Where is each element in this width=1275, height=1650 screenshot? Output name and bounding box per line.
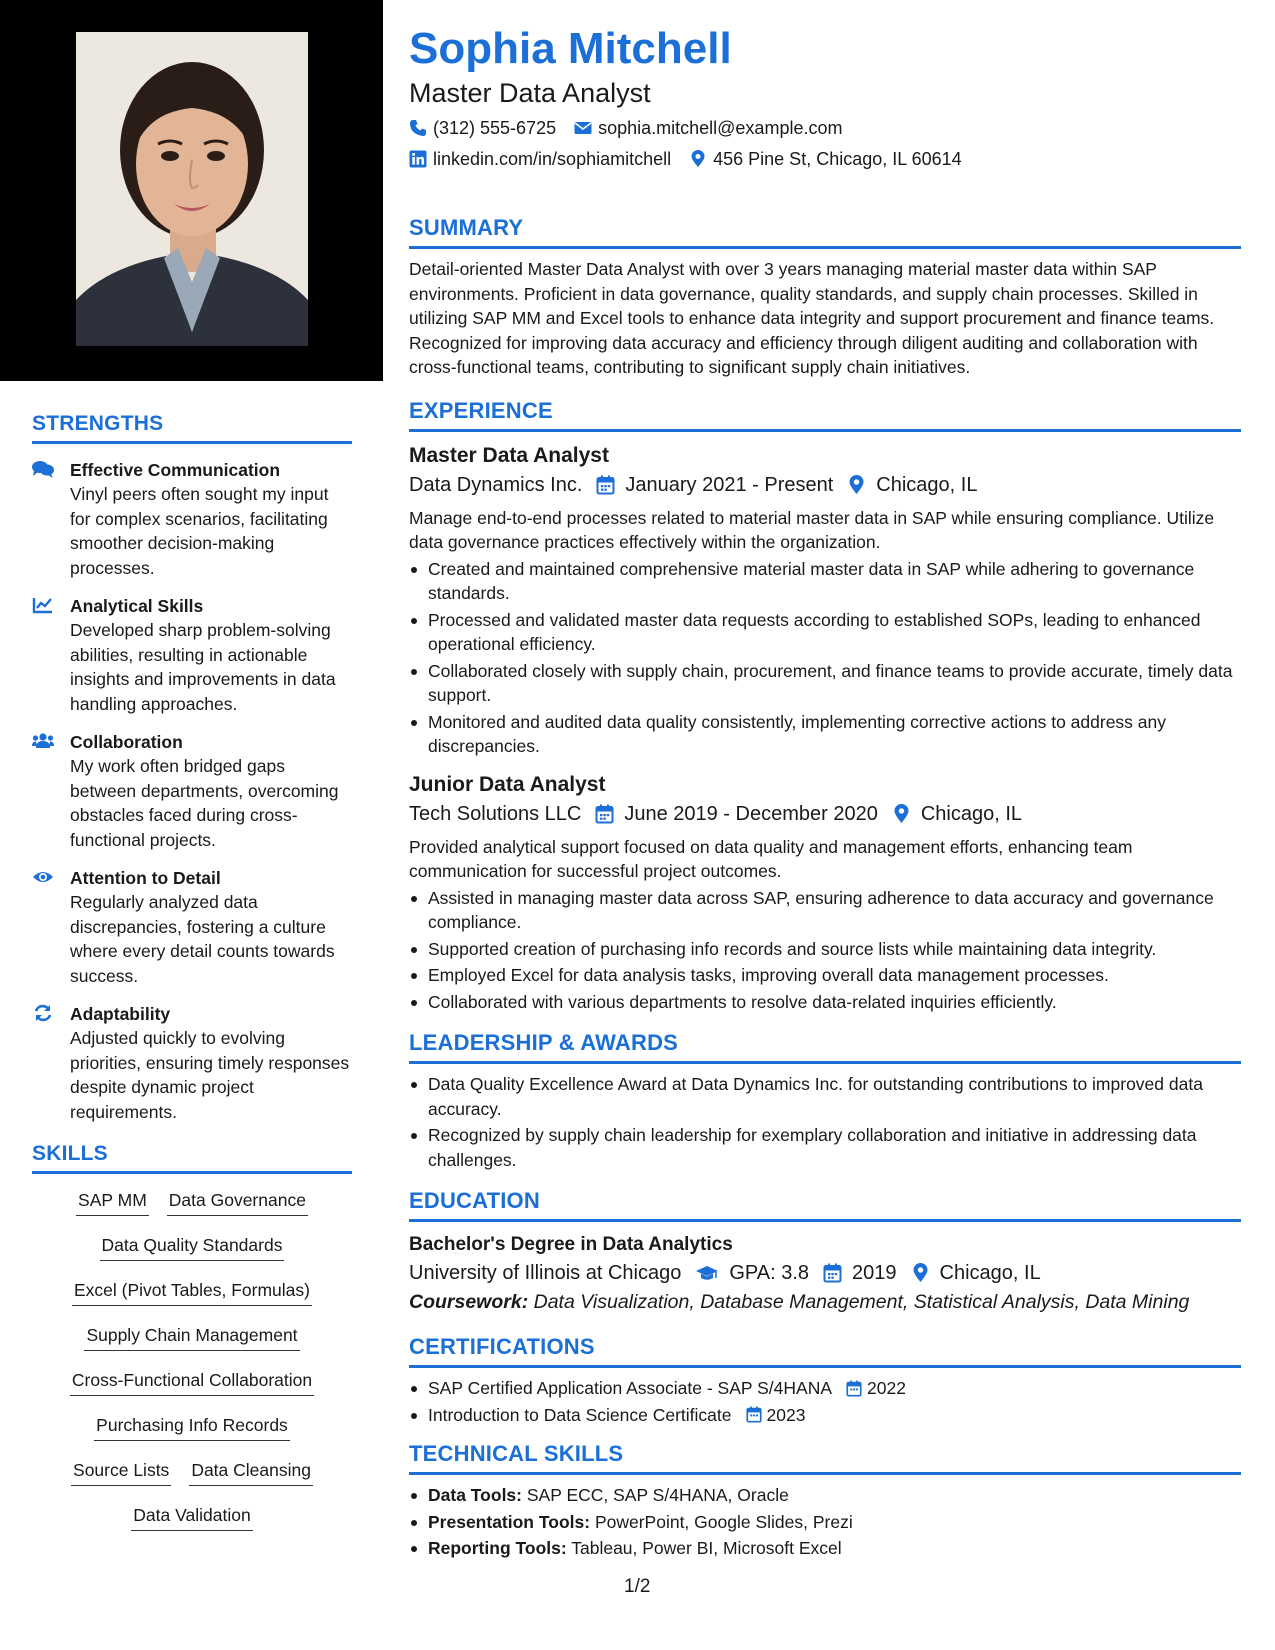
tech-skill-label: Data Tools: (428, 1485, 522, 1505)
strengths-heading: STRENGTHS (32, 412, 164, 435)
list-item: Employed Excel for data analysis tasks, improving overall data management processes. (409, 963, 1241, 988)
certification-year: 2022 (867, 1378, 906, 1398)
strength-desc: Vinyl peers often sought my input for complex scenarios, facilitating smoother decision-making processes. (70, 484, 329, 578)
job-bullets (409, 886, 1241, 1015)
profile-photo (76, 32, 308, 346)
graduation-cap-icon (695, 1263, 719, 1283)
strength-item (32, 594, 352, 716)
list-item: Data Quality Excellence Award at Data Dynamics Inc. for outstanding contributions to improved data accuracy. (409, 1072, 1241, 1121)
education-section (409, 1188, 1241, 1316)
skill-tag: Excel (Pivot Tables, Formulas) (72, 1278, 312, 1306)
linkedin-contact[interactable] (409, 147, 671, 171)
strength-desc: My work often bridged gaps between departments, overcoming obstacles faced during cross-functional projects. (70, 756, 339, 850)
technical-skills-section (409, 1441, 1241, 1561)
leadership-section (409, 1030, 1241, 1172)
comments-icon (32, 458, 70, 580)
left-column (32, 412, 352, 1548)
candidate-title: Master Data Analyst (409, 78, 651, 108)
location-pin-icon (689, 150, 707, 168)
section-divider (32, 441, 352, 444)
section-divider (409, 429, 1241, 432)
certification-list (409, 1376, 1241, 1427)
location-pin-icon (847, 475, 866, 495)
skill-tag: Purchasing Info Records (94, 1413, 290, 1441)
leadership-heading: LEADERSHIP & AWARDS (409, 1030, 679, 1055)
list-item: Assisted in managing master data across SAP, ensuring adherence to data accuracy and governance compliance. (409, 886, 1241, 935)
tech-skill-value: Tableau, Power BI, Microsoft Excel (571, 1538, 842, 1558)
users-icon (32, 730, 70, 852)
job-description: Provided analytical support focused on data quality and management efforts, enhancing team communication for successful project outcomes. (409, 836, 1133, 881)
certification-name: SAP Certified Application Associate - SAP S/4HANA (428, 1378, 833, 1398)
job-location: Chicago, IL (876, 473, 978, 496)
technical-skills-list (409, 1483, 1241, 1561)
skill-tag: Source Lists (71, 1458, 171, 1486)
sync-icon (32, 1002, 70, 1124)
calendar-icon (823, 1263, 842, 1283)
job-location: Chicago, IL (920, 802, 1022, 825)
list-item: Collaborated with various departments to resolve data-related inquiries efficiently. (409, 990, 1241, 1015)
company-name: Data Dynamics Inc. (409, 473, 583, 496)
strength-name: Adaptability (70, 1004, 171, 1024)
coursework-list: Data Visualization, Database Management, Statistical Analysis, Data Mining (533, 1291, 1190, 1313)
list-item: Recognized by supply chain leadership for exemplary collaboration and initiative in addressing data challenges. (409, 1123, 1241, 1172)
skill-tag: Data Validation (131, 1503, 252, 1531)
phone-contact[interactable] (409, 116, 556, 140)
summary-text: Detail-oriented Master Data Analyst with over 3 years managing material master data within SAP environments. Proficient in data governance, quality standards, and supply chain processes. Skilled in utilizing SAP MM and Excel tools to enhance data integrity and support procurement and finance teams. Recognized for improving data accuracy and efficiency through diligent auditing and collaboration with cross-functional teams, contributing to significant supply chain initiatives. (409, 259, 1215, 377)
skills-section (32, 1142, 352, 1548)
envelope-icon (574, 119, 592, 137)
calendar-icon (746, 1406, 762, 1423)
strength-item (32, 730, 352, 852)
phone-number: (312) 555-6725 (433, 118, 557, 138)
strength-name: Attention to Detail (70, 868, 221, 888)
strength-name: Analytical Skills (70, 596, 204, 616)
address-text: 456 Pine St, Chicago, IL 60614 (713, 149, 962, 169)
section-divider (409, 1219, 1241, 1222)
job-role: Master Data Analyst (409, 443, 609, 467)
degree-name: Bachelor's Degree in Data Analytics (409, 1234, 733, 1255)
job-entry (409, 442, 1241, 759)
strength-item (32, 866, 352, 988)
list-item: Created and maintained comprehensive material master data in SAP while adhering to governance standards. (409, 557, 1241, 606)
page-number: 1/2 (624, 1576, 651, 1597)
section-divider (409, 246, 1241, 249)
tech-skill-label: Presentation Tools: (428, 1511, 591, 1532)
list-item (409, 1403, 1241, 1428)
email-address: sophia.mitchell@example.com (598, 118, 843, 138)
section-divider (409, 1472, 1241, 1475)
job-dates: June 2019 - December 2020 (624, 802, 878, 825)
job-description: Manage end-to-end processes related to material master data in SAP while ensuring compliance. Utilize data governance practices effectively within the organization. (409, 507, 1215, 552)
skill-tag: SAP MM (76, 1188, 149, 1216)
skill-tag: Data Cleansing (189, 1458, 313, 1486)
candidate-name: Sophia Mitchell (409, 24, 732, 73)
certification-name: Introduction to Data Science Certificate (428, 1404, 732, 1425)
list-item (409, 1510, 1241, 1535)
coursework (409, 1288, 1241, 1316)
school-location: Chicago, IL (939, 1262, 1041, 1284)
job-role: Junior Data Analyst (409, 772, 606, 796)
strength-name: Effective Communication (70, 460, 281, 480)
list-item: Collaborated closely with supply chain, procurement, and finance teams to provide accurate, timely data support. (409, 659, 1241, 708)
job-bullets (409, 557, 1241, 759)
graduation-year: 2019 (852, 1262, 897, 1284)
right-column (409, 22, 1241, 1563)
section-divider (32, 1171, 352, 1174)
skill-tag: Supply Chain Management (84, 1323, 299, 1351)
job-dates: January 2021 - Present (625, 473, 834, 496)
education-heading: EDUCATION (409, 1188, 540, 1213)
skill-tag: Cross-Functional Collaboration (70, 1368, 314, 1396)
phone-icon (409, 119, 427, 137)
strength-item (32, 458, 352, 580)
school-name: University of Illinois at Chicago (409, 1262, 682, 1284)
skill-tag: Data Governance (167, 1188, 308, 1216)
eye-icon (32, 866, 70, 988)
gpa: GPA: 3.8 (729, 1262, 810, 1284)
strength-desc: Developed sharp problem-solving abilities, resulting in actionable insights and improvements in data handling approaches. (70, 620, 336, 714)
list-item (409, 1483, 1241, 1508)
linkedin-icon (409, 150, 427, 168)
calendar-icon (596, 475, 615, 495)
job-meta (409, 470, 1241, 500)
section-divider (409, 1061, 1241, 1064)
certifications-section (409, 1334, 1241, 1427)
tech-skill-label: Reporting Tools: (428, 1538, 567, 1558)
list-item: Supported creation of purchasing info records and source lists while maintaining data integrity. (409, 937, 1241, 962)
location-pin-icon (892, 804, 911, 824)
technical-skills-heading: TECHNICAL SKILLS (409, 1441, 624, 1466)
summary-heading: SUMMARY (409, 215, 524, 240)
strength-desc: Regularly analyzed data discrepancies, fostering a culture where every detail counts towards success. (70, 892, 335, 986)
location-pin-icon (911, 1263, 930, 1283)
summary-section (409, 215, 1241, 380)
leadership-bullets (409, 1072, 1241, 1172)
photo-frame (0, 0, 383, 381)
contact-row (409, 147, 1241, 171)
calendar-icon (595, 804, 614, 824)
education-meta (409, 1258, 1241, 1288)
certification-year: 2023 (766, 1404, 806, 1425)
strength-desc: Adjusted quickly to evolving priorities, ensuring timely responses despite dynamic project requirements. (70, 1028, 350, 1122)
list-item: Processed and validated master data requests according to established SOPs, leading to enhanced operational efficiency. (409, 608, 1241, 657)
chart-line-icon (32, 594, 70, 716)
section-divider (409, 1365, 1241, 1368)
contact-row (409, 116, 1241, 140)
job-meta (409, 799, 1241, 829)
list-item: Monitored and audited data quality consistently, implementing corrective actions to address any discrepancies. (409, 710, 1241, 759)
job-entry (409, 771, 1241, 1015)
experience-heading: EXPERIENCE (409, 397, 553, 423)
calendar-icon (846, 1380, 862, 1397)
strengths-section (32, 412, 352, 1124)
tech-skill-value: PowerPoint, Google Slides, Prezi (594, 1511, 853, 1532)
list-item (409, 1376, 1241, 1401)
company-name: Tech Solutions LLC (409, 802, 582, 825)
skills-heading: SKILLS (32, 1142, 108, 1165)
skill-tag: Data Quality Standards (100, 1233, 285, 1261)
coursework-label: Coursework: (409, 1291, 529, 1313)
tech-skill-value: SAP ECC, SAP S/4HANA, Oracle (526, 1485, 789, 1505)
strength-name: Collaboration (70, 732, 183, 752)
address-contact (689, 147, 962, 171)
linkedin-url: linkedin.com/in/sophiamitchell (433, 149, 672, 169)
experience-section (409, 398, 1241, 1015)
strength-item (32, 1002, 352, 1124)
email-contact[interactable] (574, 116, 842, 140)
certifications-heading: CERTIFICATIONS (409, 1334, 595, 1359)
list-item (409, 1536, 1241, 1561)
